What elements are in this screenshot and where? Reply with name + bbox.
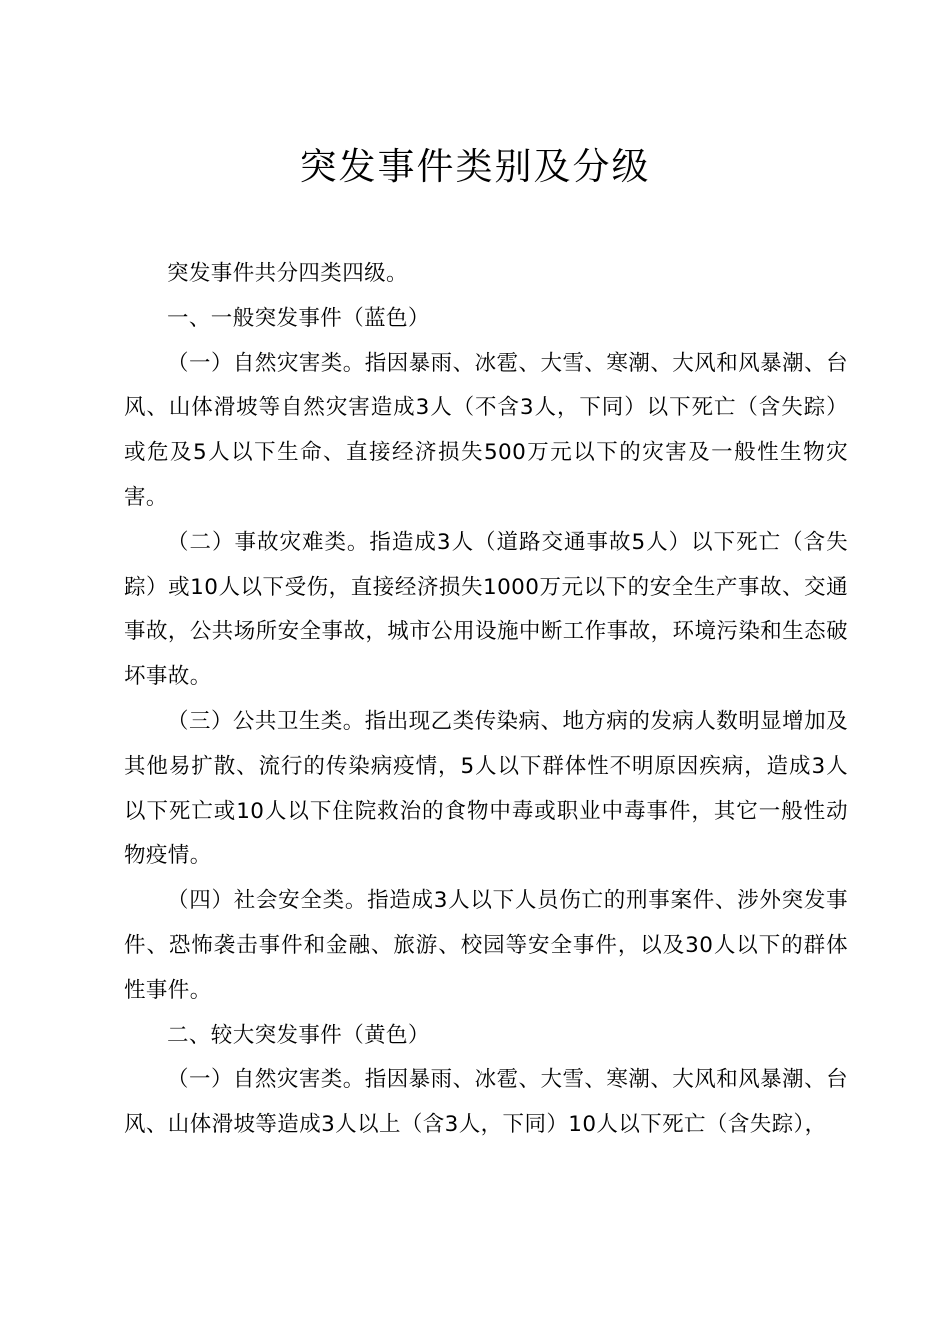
paragraph-intro: 突发事件共分四类四级。 — [167, 261, 408, 286]
section-heading-general: 一、一般突发事件（蓝色） — [167, 305, 430, 331]
document-body — [124, 252, 848, 1148]
paragraph-natural-disaster-general: （一）自然灾害类。指因暴雨、冰雹、大雪、寒潮、大风和风暴潮、台风、山体滑坡等自然灾害造成3人（不含3人，下同）以下死亡（含失踪）或危及5人以下生命、直接经济损失500万元以下的灾害及一般性生物灾害。 — [124, 350, 848, 510]
paragraph-social-security-general: （四）社会安全类。指造成3人以下人员伤亡的刑事案件、涉外突发事件、恐怖袭击事件和金融、旅游、校园等安全事件，以及30人以下的群体性事件。 — [124, 888, 848, 1003]
section-heading-major: 二、较大突发事件（黄色） — [167, 1022, 430, 1048]
document-title: 突发事件类别及分级 — [299, 145, 651, 188]
paragraph-accident-general: （二）事故灾难类。指造成3人（道路交通事故5人）以下死亡（含失踪）或10人以下受伤，直接经济损失1000万元以下的安全生产事故、交通事故，公共场所安全事故，城市公用设施中断工作事故，环境污染和生态破坏事故。 — [124, 529, 848, 690]
paragraph-public-health-general: （三）公共卫生类。指出现乙类传染病、地方病的发病人数明显增加及其他易扩散、流行的传染病疫情，5人以下群体性不明原因疾病，造成3人以下死亡或10人以下住院救治的食物中毒或职业中毒事件，其它一般性动物疫情。 — [124, 708, 848, 869]
paragraph-natural-disaster-major: （一）自然灾害类。指因暴雨、冰雹、大雪、寒潮、大风和风暴潮、台风、山体滑坡等造成3人以上（含3人，下同）10人以下死亡（含失踪）， — [124, 1067, 848, 1138]
